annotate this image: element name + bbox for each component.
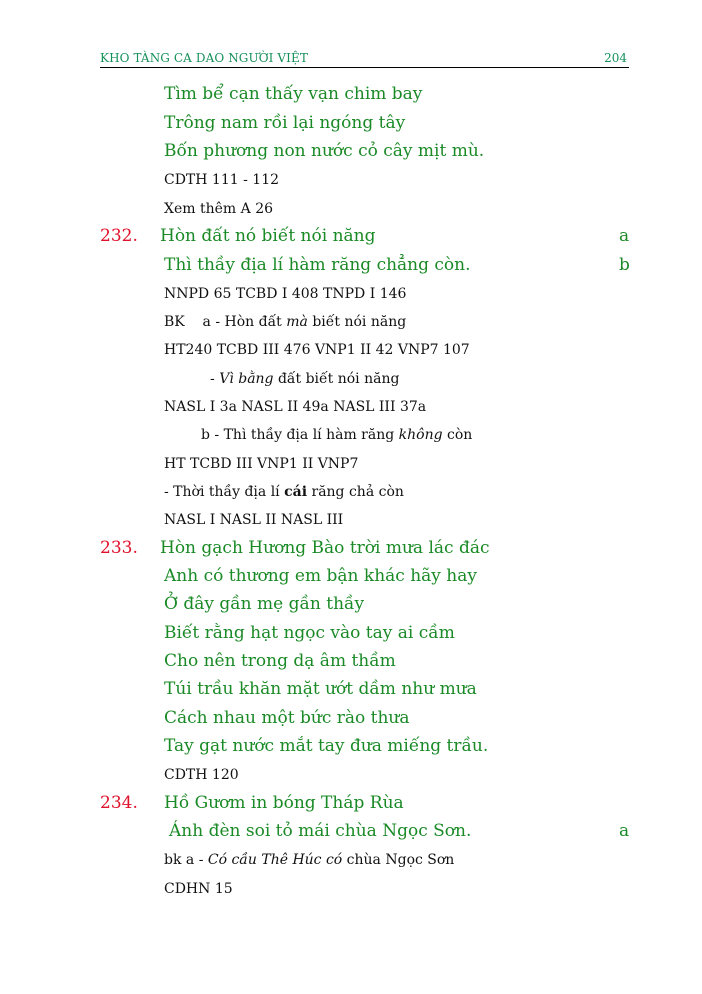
entry-number: 232. bbox=[100, 226, 138, 246]
line-marker: a bbox=[619, 226, 630, 246]
line-marker: b bbox=[619, 255, 630, 275]
page-number: 204 bbox=[604, 51, 627, 65]
variant-note bbox=[164, 484, 404, 500]
source-note: CDTH 120 bbox=[164, 767, 239, 783]
verse-line: Tìm bể cạn thấy vạn chim bay bbox=[164, 84, 423, 104]
entry-number: 234. bbox=[100, 793, 138, 813]
variant-note bbox=[210, 371, 399, 387]
source-note: CDTH 111 - 112 bbox=[164, 172, 280, 188]
verse-line: Ở đây gần mẹ gần thầy bbox=[164, 594, 365, 614]
variant-emphasis: không bbox=[398, 427, 443, 443]
variant-text: biết nói năng bbox=[307, 314, 407, 330]
verse-line: Cách nhau một bức rào thưa bbox=[164, 708, 410, 728]
verse-line: Hồ Gươm in bóng Tháp Rùa bbox=[164, 793, 404, 813]
source-note: NASL I NASL II NASL III bbox=[164, 512, 344, 528]
book-title: KHO TÀNG CA DAO NGƯỜI VIỆT bbox=[100, 51, 308, 65]
verse-line: Hòn gạch Hương Bào trời mưa lác đác bbox=[160, 538, 490, 558]
variant-text: - Thời thầy địa lí bbox=[164, 484, 285, 500]
entry-number: 233. bbox=[100, 538, 138, 558]
source-note: HT240 TCBD III 476 VNP1 II 42 VNP7 107 bbox=[164, 342, 470, 358]
page-header bbox=[100, 49, 629, 68]
variant-text: đất biết nói năng bbox=[273, 371, 400, 387]
verse-line: Trông nam rồi lại ngóng tây bbox=[164, 113, 406, 133]
variant-note bbox=[201, 427, 472, 443]
verse-line: Anh có thương em bận khác hãy hay bbox=[164, 566, 477, 586]
variant-emphasis: Vì bằng bbox=[219, 371, 274, 387]
verse-line: Biết rằng hạt ngọc vào tay ai cầm bbox=[164, 623, 455, 643]
variant-text: BK a - Hòn đất bbox=[164, 314, 287, 330]
verse-line: Bốn phương non nước cỏ cây mịt mù. bbox=[164, 141, 485, 161]
source-note: CDHN 15 bbox=[164, 881, 233, 897]
source-note: HT TCBD III VNP1 II VNP7 bbox=[164, 456, 359, 472]
verse-line: Thì thầy địa lí hàm răng chẳng còn. bbox=[164, 255, 471, 275]
source-note: NNPD 65 TCBD I 408 TNPD I 146 bbox=[164, 286, 407, 302]
cross-reference: Xem thêm A 26 bbox=[164, 201, 274, 217]
verse-line: Tay gạt nước mắt tay đưa miếng trầu. bbox=[164, 736, 489, 756]
variant-note bbox=[164, 314, 406, 330]
variant-text: răng chả còn bbox=[307, 484, 404, 500]
source-note: NASL I 3a NASL II 49a NASL III 37a bbox=[164, 399, 427, 415]
verse-line: Túi trầu khăn mặt ướt dầm như mưa bbox=[164, 679, 477, 699]
verse-line: Hòn đất nó biết nói năng bbox=[160, 226, 376, 246]
variant-emphasis: mà bbox=[286, 314, 308, 330]
variant-text: chùa Ngọc Sơn bbox=[342, 852, 455, 868]
verse-line: Ánh đèn soi tỏ mái chùa Ngọc Sơn. bbox=[169, 821, 472, 841]
variant-text: b - Thì thầy địa lí hàm răng bbox=[201, 427, 399, 443]
verse-line: Cho nên trong dạ âm thầm bbox=[164, 651, 396, 671]
variant-emphasis: cái bbox=[284, 484, 308, 500]
variant-note bbox=[164, 852, 454, 868]
variant-text: còn bbox=[442, 427, 473, 443]
variant-emphasis: Có cầu Thê Húc có bbox=[207, 852, 343, 868]
line-marker: a bbox=[619, 821, 630, 841]
variant-text: - bbox=[210, 371, 220, 387]
variant-text: bk a - bbox=[164, 852, 208, 868]
